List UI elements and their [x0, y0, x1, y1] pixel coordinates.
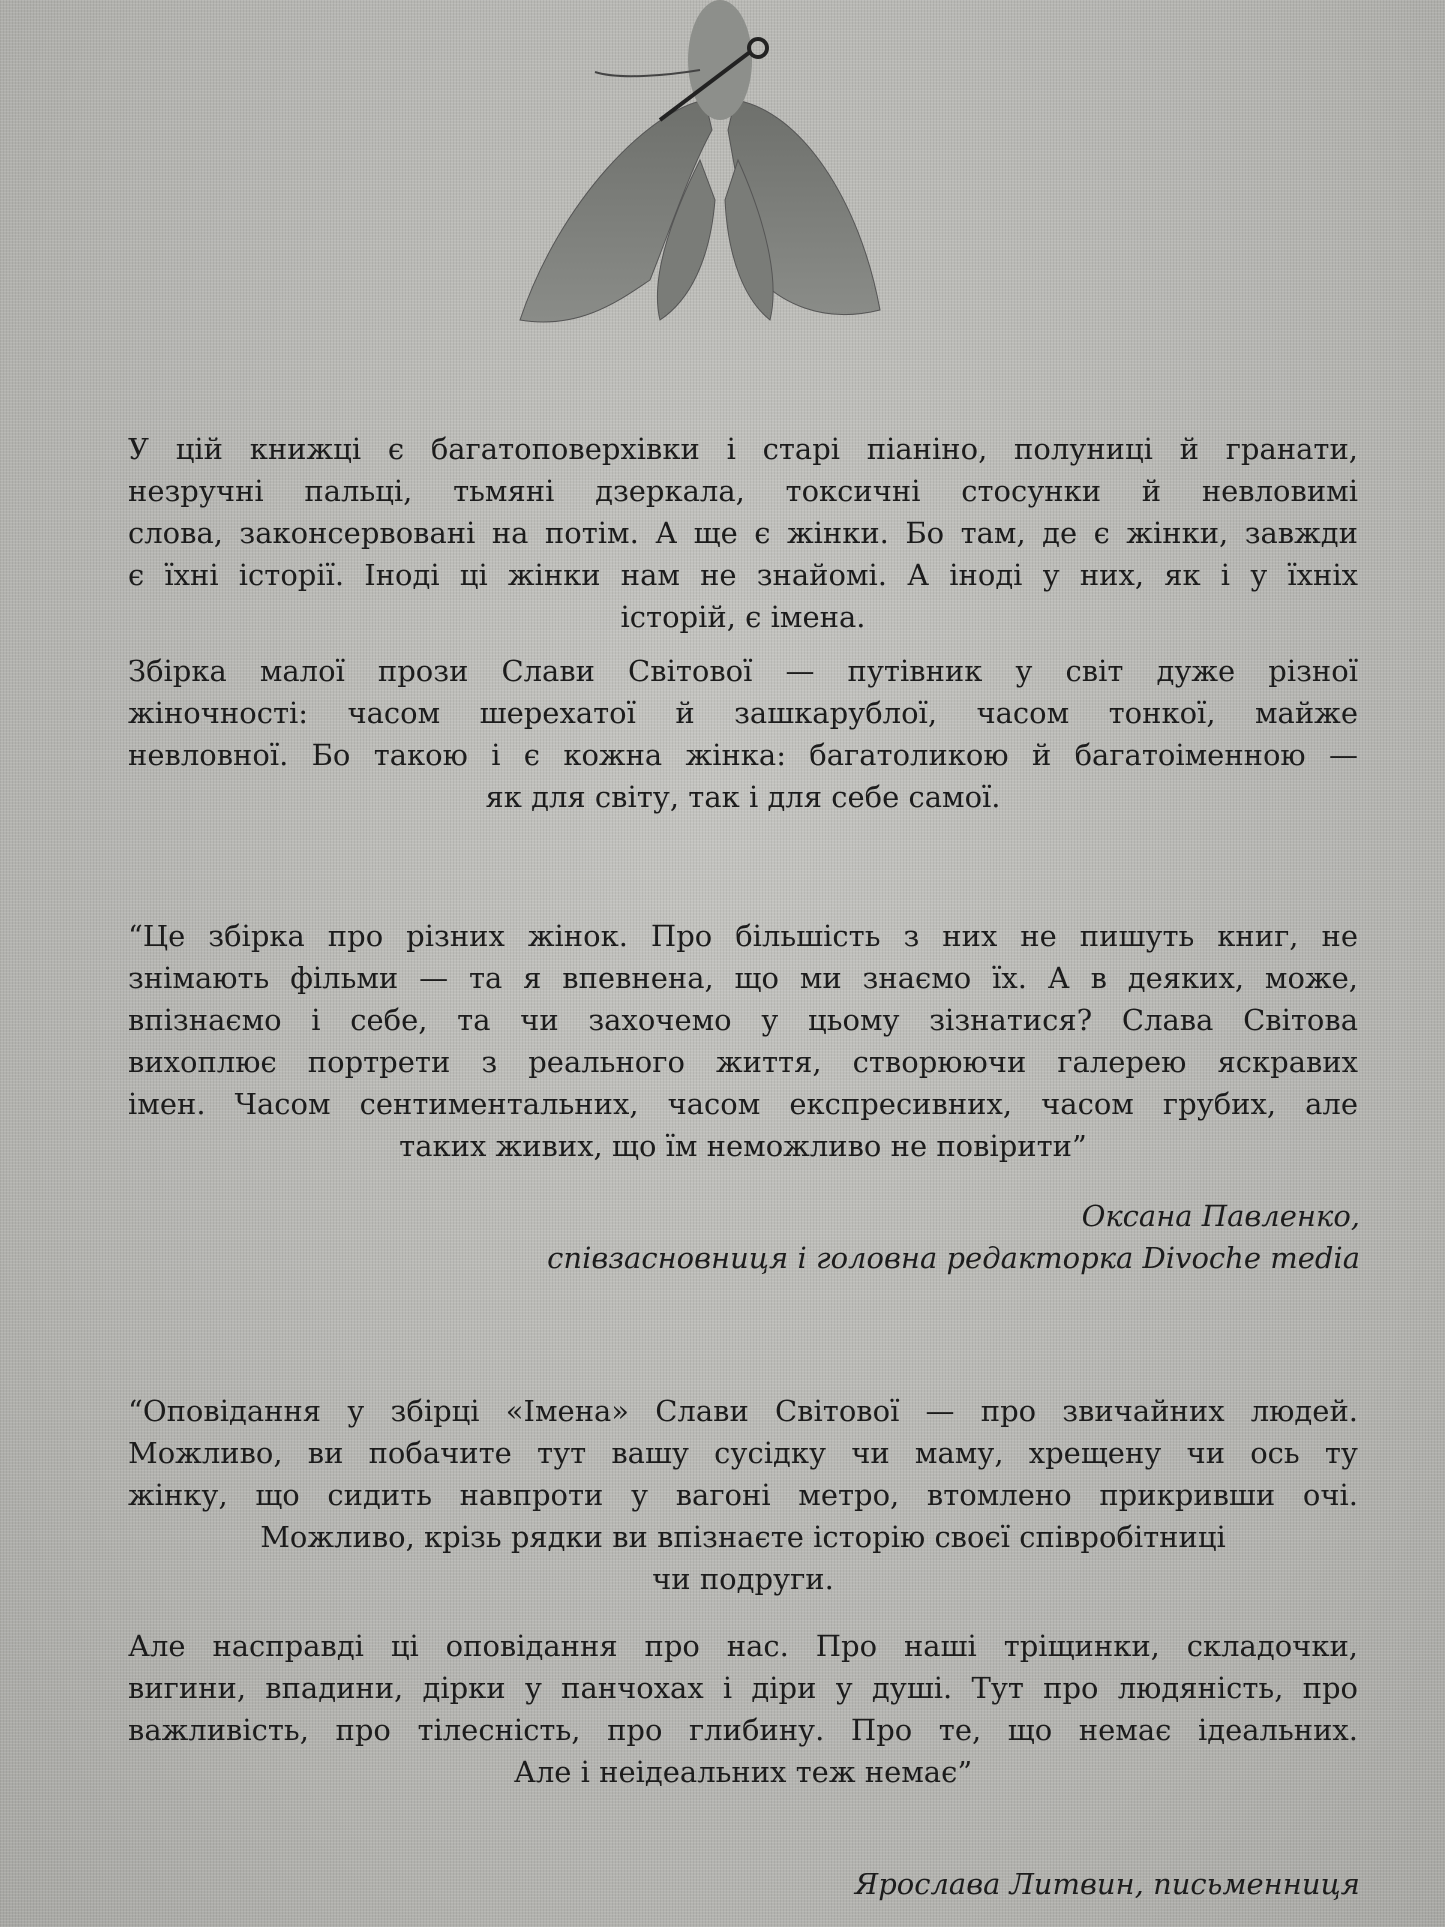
text-line: як для світу, так і для себе самої. — [485, 780, 1001, 814]
text-line: Але і неідеальних теж немає” — [513, 1755, 973, 1789]
review-quote-2-continued — [128, 1625, 1358, 1793]
text-line: вигини, впадини, дірки у панчохах і діри у душі. Тут про людяність, про — [128, 1671, 1358, 1705]
review-1-attribution — [547, 1195, 1360, 1279]
text-line: Збірка малої прози Слави Світової — путівник у світ дуже різної — [128, 654, 1358, 688]
text-line: таких живих, що їм неможливо не повірити” — [399, 1129, 1087, 1163]
text-line: жінку, що сидить навпроти у вагоні метро, втомлено прикривши очі. — [128, 1478, 1358, 1512]
text-line: важливість, про тілесність, про глибину. Про те, що немає ідеальних. — [128, 1713, 1358, 1747]
text-line: чи подруги. — [652, 1562, 834, 1596]
text-line: впізнаємо і себе, та чи захочемо у цьому зізнатися? Слава Світова — [128, 1003, 1358, 1037]
text-line: У цій книжці є багатоповерхівки і старі піаніно, полуниці й гранати, — [128, 432, 1358, 466]
review-1-author-role: співзасновниця і головна редакторка Divoche media — [547, 1241, 1360, 1275]
review-2-author: Ярослава Литвин, письменниця — [854, 1867, 1360, 1901]
description-paragraph — [128, 650, 1358, 818]
intro-paragraph — [128, 428, 1358, 638]
text-line: знімають фільми — та я впевнена, що ми знаємо їх. А в деяких, може, — [128, 961, 1358, 995]
text-line: Можливо, ви побачите тут вашу сусідку чи маму, хрещену чи ось ту — [128, 1436, 1358, 1470]
text-line: Але насправді ці оповідання про нас. Про наші тріщинки, складочки, — [128, 1629, 1358, 1663]
text-line: “Це збірка про різних жінок. Про більшість з них не пишуть книг, не — [128, 919, 1358, 953]
text-line: слова, законсервовані на потім. А ще є жінки. Бо там, де є жінки, завжди — [128, 516, 1358, 550]
text-line: незручні пальці, тьмяні дзеркала, токсичні стосунки й невловимі — [128, 474, 1358, 508]
text-line: “Оповідання у збірці «Імена» Слави Світової — про звичайних людей. — [128, 1394, 1358, 1428]
text-line: жіночності: часом шерехатої й зашкарублої, часом тонкої, майже — [128, 696, 1358, 730]
text-line: історій, є імена. — [620, 600, 866, 634]
review-1-author: Оксана Павленко, — [1081, 1199, 1360, 1233]
text-line: імен. Часом сентиментальних, часом експресивних, часом грубих, але — [128, 1087, 1358, 1121]
moth-illustration — [500, 0, 940, 335]
text-line: є їхні історії. Іноді ці жінки нам не знайомі. А іноді у них, як і у їхніх — [128, 558, 1358, 592]
text-line: Можливо, крізь рядки ви впізнаєте історію своєї співробітниці — [260, 1520, 1226, 1554]
text-line: вихоплює портрети з реального життя, створюючи галерею яскравих — [128, 1045, 1358, 1079]
text-line: невловної. Бо такою і є кожна жінка: багатоликою й багатоіменною — — [128, 738, 1358, 772]
review-quote-2 — [128, 1390, 1358, 1600]
review-quote-1 — [128, 915, 1358, 1167]
